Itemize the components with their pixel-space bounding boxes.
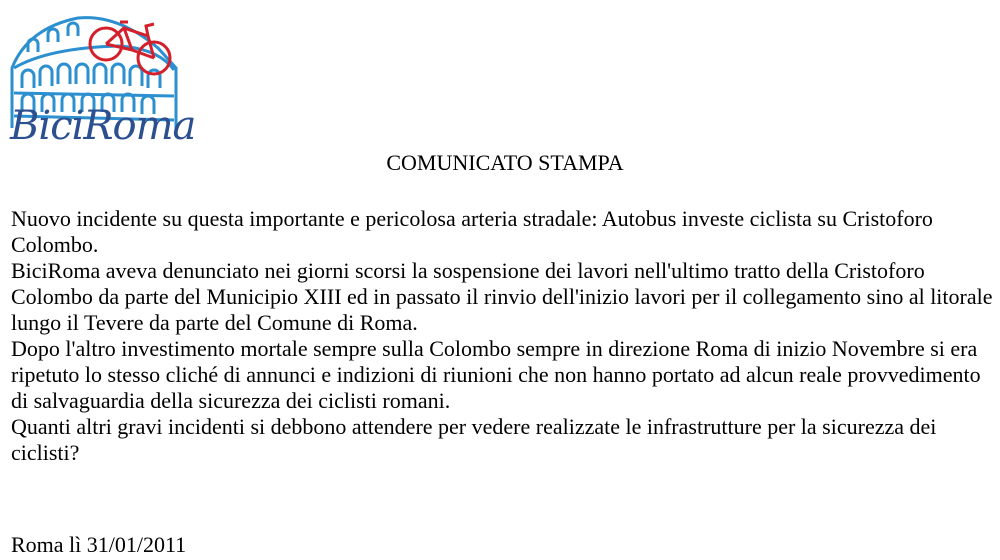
paragraph: Nuovo incidente su questa importante e pericolosa arteria stradale: Autobus investe ciclista su Cristoforo Colombo. — [11, 206, 933, 257]
date-line: Roma lì 31/01/2011 — [11, 532, 187, 557]
logo-wordmark: BiciRoma — [10, 103, 196, 149]
press-release-body — [11, 206, 996, 466]
biciroma-logo — [8, 8, 196, 153]
paragraph: Dopo l'altro investimento mortale sempre sulla Colombo sempre in direzione Roma di inizio Novembre si era ripetuto lo stesso cliché di annunci e indizioni di riunioni che non hanno portato ad alcun reale provvedimento di salvaguardia della sicurezza dei ciclisti romani. — [11, 336, 981, 413]
paragraph: BiciRoma aveva denunciato nei giorni scorsi la sospensione dei lavori nell'ultimo tratto della Cristoforo Colombo da parte del Municipio XIII ed in passato il rinvio dell'inizio lavori per il collegamento sino al litorale lungo il Tevere da parte del Comune di Roma. — [11, 258, 993, 335]
paragraph: Quanti altri gravi incidenti si debbono attendere per vedere realizzate le infrastrutture per la sicurezza dei ciclisti? — [11, 414, 937, 465]
document-title: COMUNICATO STAMPA — [386, 150, 624, 175]
